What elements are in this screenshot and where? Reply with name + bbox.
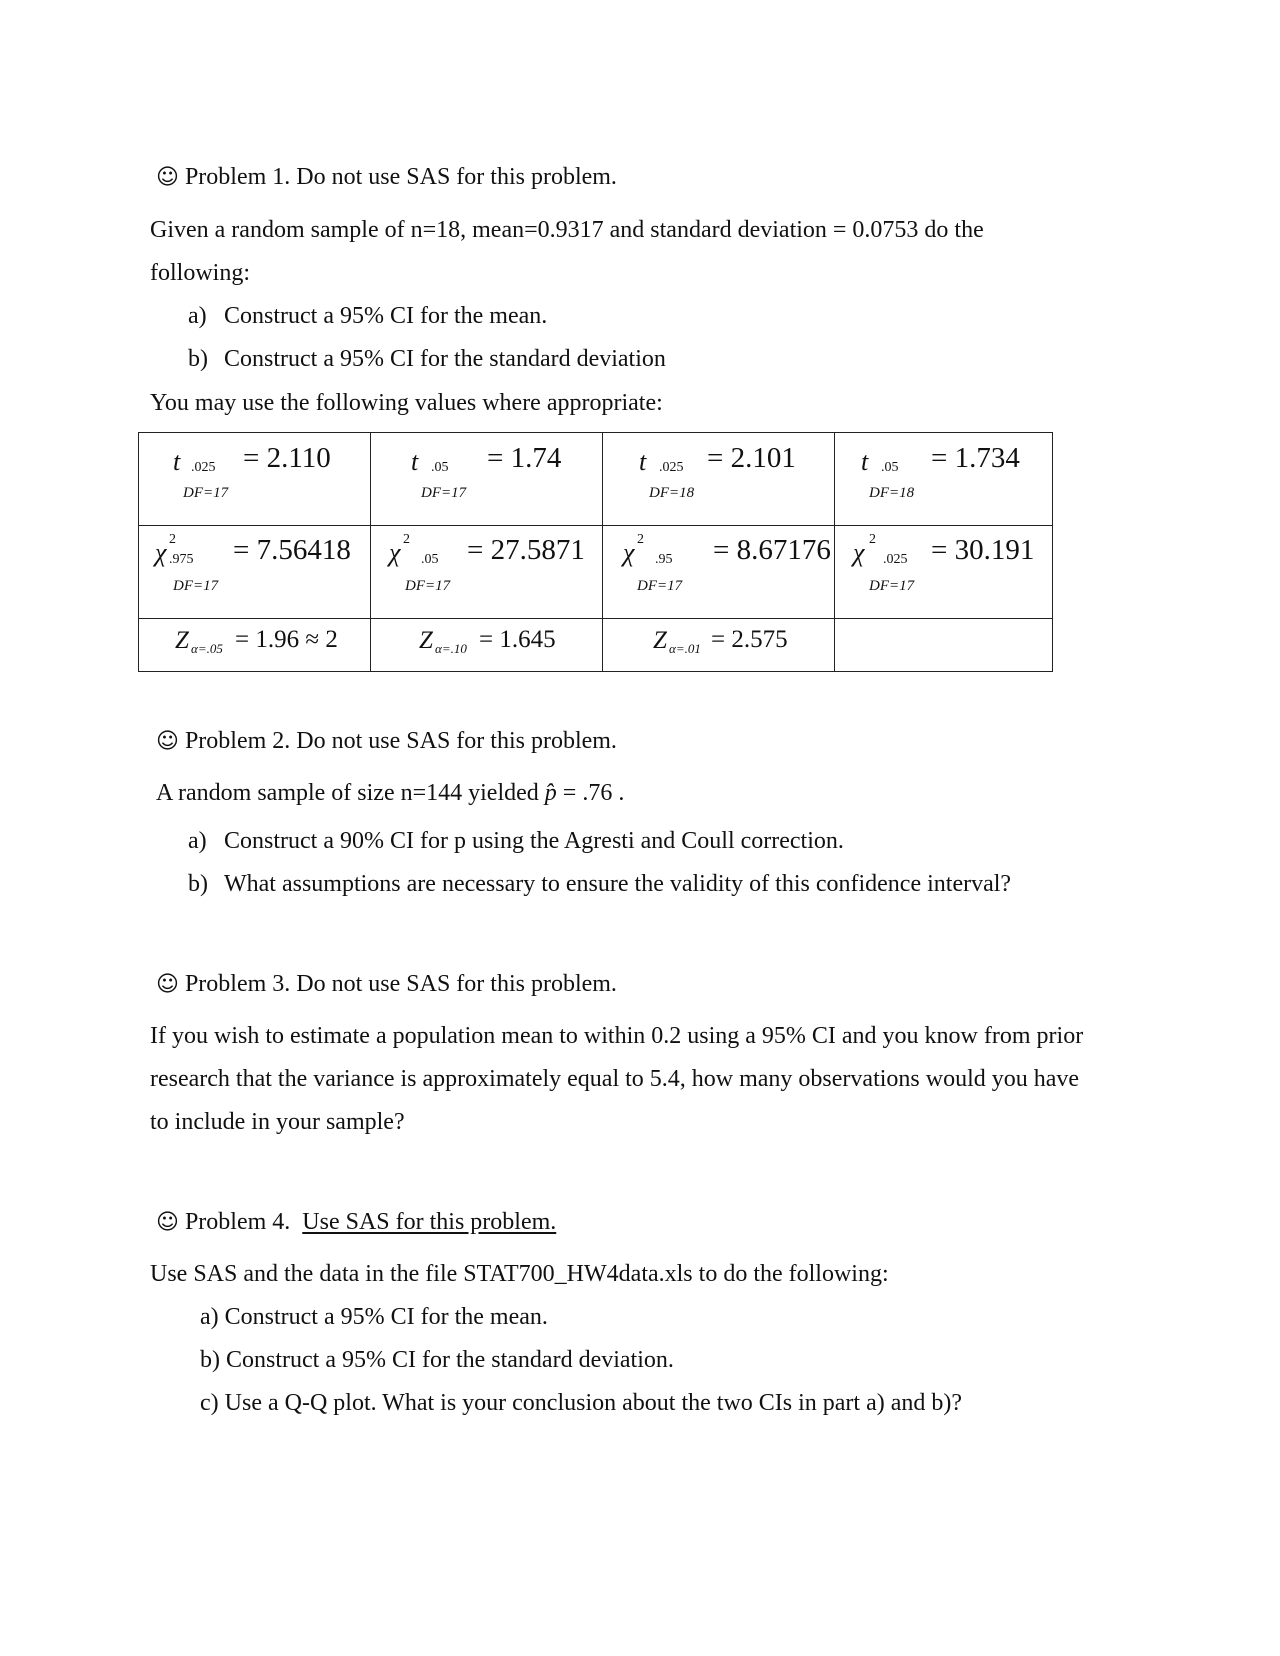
df-label: DF=17 bbox=[637, 578, 683, 594]
z-symbol: Z bbox=[653, 627, 667, 654]
problem1-item-b bbox=[188, 344, 666, 374]
subscript: .05 bbox=[421, 552, 439, 567]
value: = 2.101 bbox=[707, 442, 796, 474]
t-values-row bbox=[139, 433, 1053, 526]
z-values-row bbox=[139, 619, 1053, 672]
table-cell bbox=[603, 526, 835, 619]
subscript: .975 bbox=[169, 552, 194, 567]
problem4-item-b: b) Construct a 95% CI for the standard deviation. bbox=[200, 1347, 674, 1373]
list-item-text: What assumptions are necessary to ensure the validity of this confidence interval? bbox=[224, 871, 1012, 897]
smiley-icon: ☺ bbox=[156, 165, 179, 190]
subscript: .05 bbox=[881, 460, 899, 475]
subscript: .05 bbox=[431, 460, 449, 475]
problem4-heading bbox=[156, 1207, 556, 1238]
problem2-body bbox=[156, 778, 624, 808]
df-label: DF=17 bbox=[869, 578, 915, 594]
list-item-text: Construct a 95% CI for the standard deviation bbox=[224, 346, 666, 372]
value: = 30.191 bbox=[931, 534, 1035, 566]
value: = 7.56418 bbox=[233, 534, 351, 566]
problem2-body-suffix: = .76 . bbox=[556, 780, 625, 806]
smiley-icon: ☺ bbox=[156, 729, 179, 754]
subscript: α=.01 bbox=[669, 641, 701, 656]
t-symbol: t bbox=[639, 447, 647, 476]
subscript: .025 bbox=[883, 552, 908, 567]
table-cell-empty bbox=[835, 619, 1053, 672]
value: = 1.96 ≈ 2 bbox=[235, 626, 338, 653]
problem4-intro: Use SAS and the data in the file STAT700_HW4data.xls to do the following: bbox=[150, 1261, 889, 1287]
problem3-title: Problem 3. Do not use SAS for this problem. bbox=[184, 971, 617, 997]
t-symbol: t bbox=[173, 447, 181, 476]
smiley-icon: ☺ bbox=[156, 1210, 179, 1235]
list-marker: b) bbox=[188, 346, 208, 372]
t-symbol: t bbox=[411, 447, 419, 476]
problem3-heading bbox=[156, 969, 617, 1000]
p-hat-symbol: p̂ bbox=[544, 780, 557, 806]
df-label: DF=18 bbox=[649, 485, 695, 501]
df-label: DF=17 bbox=[183, 485, 229, 501]
subscript: .025 bbox=[191, 460, 216, 475]
chi-symbol: χ bbox=[623, 538, 635, 567]
value: = 1.734 bbox=[931, 442, 1020, 474]
df-label: DF=17 bbox=[405, 578, 451, 594]
t-symbol: t bbox=[861, 447, 869, 476]
df-label: DF=17 bbox=[421, 485, 467, 501]
table-cell bbox=[603, 433, 835, 526]
value: = 1.74 bbox=[487, 442, 562, 474]
df-label: DF=17 bbox=[173, 578, 219, 594]
df-label: DF=18 bbox=[869, 485, 915, 501]
table-cell bbox=[835, 433, 1053, 526]
value: = 2.575 bbox=[711, 626, 788, 653]
list-marker: b) bbox=[188, 871, 208, 897]
critical-values-table bbox=[138, 432, 1053, 672]
z-symbol: Z bbox=[419, 627, 433, 654]
problem1-heading bbox=[156, 162, 617, 193]
problem3-body-line2: research that the variance is approximately equal to 5.4, how many observations would you have bbox=[150, 1066, 1080, 1092]
value: = 8.67176 bbox=[713, 534, 831, 566]
problem4-title-prefix: Problem 4. bbox=[184, 1209, 303, 1235]
list-item-text: Construct a 90% CI for p using the Agresti and Coull correction. bbox=[224, 828, 844, 854]
problem4-title-underlined: Use SAS for this problem. bbox=[302, 1209, 557, 1235]
table-cell bbox=[371, 619, 603, 672]
table-cell bbox=[139, 433, 371, 526]
subscript: .025 bbox=[659, 460, 684, 475]
table-cell bbox=[371, 433, 603, 526]
smiley-icon: ☺ bbox=[156, 972, 179, 997]
table-cell bbox=[835, 526, 1053, 619]
problem4-item-c: c) Use a Q-Q plot. What is your conclusion about the two CIs in part a) and b)? bbox=[200, 1390, 963, 1416]
problem2-heading bbox=[156, 726, 617, 757]
subscript: α=.05 bbox=[191, 641, 223, 656]
value: = 2.110 bbox=[243, 442, 331, 474]
subscript: .95 bbox=[655, 552, 673, 567]
superscript: 2 bbox=[869, 532, 876, 547]
problem1-title: Problem 1. Do not use SAS for this problem. bbox=[184, 164, 617, 190]
subscript: α=.10 bbox=[435, 641, 467, 656]
list-item-text: Construct a 95% CI for the mean. bbox=[224, 303, 548, 329]
value: = 27.5871 bbox=[467, 534, 585, 566]
superscript: 2 bbox=[403, 532, 410, 547]
problem1-body-line1: Given a random sample of n=18, mean=0.9317 and standard deviation = 0.0753 do the bbox=[150, 217, 984, 243]
table-cell bbox=[139, 619, 371, 672]
chi-symbol: χ bbox=[389, 538, 401, 567]
problem1-body-line2: following: bbox=[150, 260, 250, 286]
problem2-body-prefix: A random sample of size n=144 yielded bbox=[156, 780, 539, 806]
value: = 1.645 bbox=[479, 626, 556, 653]
problem3-body-line1: If you wish to estimate a population mean to within 0.2 using a 95% CI and you know from prior bbox=[150, 1023, 1084, 1049]
list-marker: a) bbox=[188, 828, 207, 854]
table-cell bbox=[139, 526, 371, 619]
problem2-item-a bbox=[188, 826, 844, 856]
table-cell bbox=[603, 619, 835, 672]
superscript: 2 bbox=[637, 532, 644, 547]
problem4-item-a: a) Construct a 95% CI for the mean. bbox=[200, 1304, 548, 1330]
values-intro: You may use the following values where appropriate: bbox=[150, 390, 663, 416]
chi-symbol: χ bbox=[853, 538, 865, 567]
list-marker: a) bbox=[188, 303, 207, 329]
superscript: 2 bbox=[169, 532, 176, 547]
problem1-item-a bbox=[188, 301, 547, 331]
table-cell bbox=[371, 526, 603, 619]
problem3-body-line3: to include in your sample? bbox=[150, 1109, 405, 1135]
z-symbol: Z bbox=[175, 627, 189, 654]
chi-symbol: χ bbox=[155, 538, 167, 567]
problem2-item-b bbox=[188, 869, 1011, 899]
problem2-title: Problem 2. Do not use SAS for this problem. bbox=[184, 728, 617, 754]
chi-square-values-row bbox=[139, 526, 1053, 619]
